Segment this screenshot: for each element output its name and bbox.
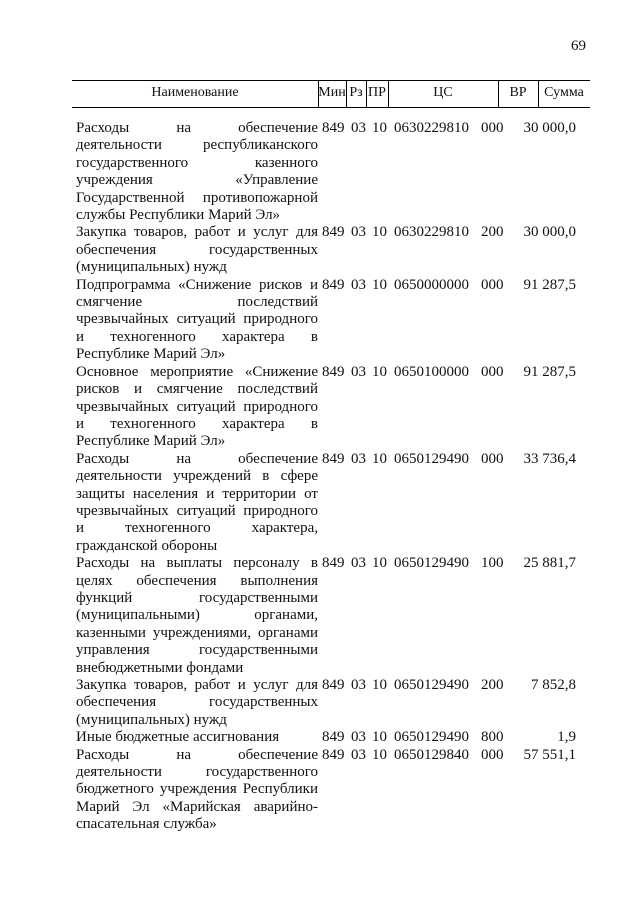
header-sum: Сумма <box>544 85 584 100</box>
row-cs: 0630229810 <box>394 224 469 241</box>
row-pr: 10 <box>372 555 387 572</box>
row-rz: 03 <box>351 729 366 746</box>
row-sum: 57 551,1 <box>523 746 576 763</box>
row-rz: 03 <box>351 450 366 467</box>
table-row <box>76 555 596 677</box>
header-min: Мин <box>318 85 346 100</box>
row-pr: 10 <box>372 746 387 763</box>
row-sum: 30 000,0 <box>523 120 576 136</box>
row-pr: 10 <box>372 729 387 746</box>
row-pr: 10 <box>372 363 387 380</box>
row-cs: 0650129490 <box>394 677 469 693</box>
row-sum: 25 881,7 <box>523 555 576 572</box>
table-row <box>76 224 596 276</box>
row-cs: 0650129490 <box>394 450 469 467</box>
row-sum: 30 000,0 <box>523 224 576 241</box>
page-number: 69 <box>571 38 586 54</box>
row-name: Иные бюджетные ассигнования <box>76 729 280 746</box>
row-cs: 0650100000 <box>394 363 469 380</box>
table-row <box>76 451 596 555</box>
row-name: Закупка товаров, работ и услуг для обеспечения государственных (муниципальных) нужд <box>76 677 318 728</box>
row-cs: 0650129840 <box>394 746 469 763</box>
row-sum: 7 852,8 <box>531 677 576 693</box>
row-name: Расходы на выплаты персоналу в целях обеспечения выполнения функций государственными (муниципальными) органами, казенными учреждениями, органами управления государственными внебюджетными фондами <box>76 555 318 676</box>
table-header <box>72 80 590 108</box>
row-cs: 0630229810 <box>394 120 469 136</box>
row-rz: 03 <box>351 276 366 293</box>
row-vr: 000 <box>481 746 504 763</box>
row-min: 849 <box>322 729 345 746</box>
table-row <box>76 277 596 364</box>
row-min: 849 <box>322 746 345 763</box>
table-body <box>76 120 596 834</box>
row-rz: 03 <box>351 120 366 136</box>
row-pr: 10 <box>372 224 387 241</box>
row-min: 849 <box>322 450 345 467</box>
row-pr: 10 <box>372 677 387 693</box>
row-name: Закупка товаров, работ и услуг для обеспечения государственных (муниципальных) нужд <box>76 224 318 276</box>
row-min: 849 <box>322 120 345 136</box>
row-cs: 0650000000 <box>394 276 469 293</box>
row-name: Подпрограмма «Снижение рисков и смягчение последствий чрезвычайных ситуаций природного и техногенного характера в Республике Марий Эл» <box>76 276 318 363</box>
row-name: Расходы на обеспечение деятельности государственного бюджетного учреждения Республики Марий Эл «Марийская аварийно-спасательная служба» <box>76 746 318 833</box>
row-vr: 000 <box>481 276 504 293</box>
row-sum: 1,9 <box>557 729 576 746</box>
row-pr: 10 <box>372 276 387 293</box>
row-name: Расходы на обеспечение деятельности учреждений в сфере защиты населения и территории от чрезвычайных ситуаций природного и техногенного характера, гражданской обороны <box>76 450 318 554</box>
row-vr: 800 <box>481 729 504 746</box>
table-row <box>76 677 596 729</box>
row-vr: 200 <box>481 224 504 241</box>
row-vr: 000 <box>481 120 504 136</box>
row-min: 849 <box>322 555 345 572</box>
header-cs: ЦС <box>433 85 453 100</box>
header-pr: ПР <box>368 85 386 100</box>
row-pr: 10 <box>372 120 387 136</box>
row-sum: 33 736,4 <box>523 450 576 467</box>
header-name: Наименование <box>151 85 239 100</box>
row-pr: 10 <box>372 450 387 467</box>
row-min: 849 <box>322 276 345 293</box>
row-rz: 03 <box>351 746 366 763</box>
row-sum: 91 287,5 <box>523 363 576 380</box>
table-row <box>76 729 596 746</box>
table-row <box>76 747 596 834</box>
row-min: 849 <box>322 677 345 693</box>
row-name: Основное мероприятие «Снижение рисков и смягчение последствий чрезвычайных ситуаций природного и техногенного характера в Республике Марий Эл» <box>76 363 318 450</box>
row-vr: 100 <box>481 555 504 572</box>
row-rz: 03 <box>351 555 366 572</box>
row-rz: 03 <box>351 224 366 241</box>
row-rz: 03 <box>351 363 366 380</box>
row-name: Расходы на обеспечение деятельности республиканского государственного казенного учреждения «Управление Государственной противопожарной службы Республики Марий Эл» <box>76 120 318 224</box>
row-min: 849 <box>322 363 345 380</box>
row-min: 849 <box>322 224 345 241</box>
row-rz: 03 <box>351 677 366 693</box>
table-row <box>76 364 596 451</box>
row-vr: 000 <box>481 363 504 380</box>
row-vr: 200 <box>481 677 504 693</box>
row-sum: 91 287,5 <box>523 276 576 293</box>
table-row <box>76 120 596 224</box>
row-vr: 000 <box>481 450 504 467</box>
header-vr: ВР <box>509 85 527 100</box>
row-cs: 0650129490 <box>394 729 469 746</box>
header-rz: Рз <box>349 85 363 100</box>
row-cs: 0650129490 <box>394 555 469 572</box>
